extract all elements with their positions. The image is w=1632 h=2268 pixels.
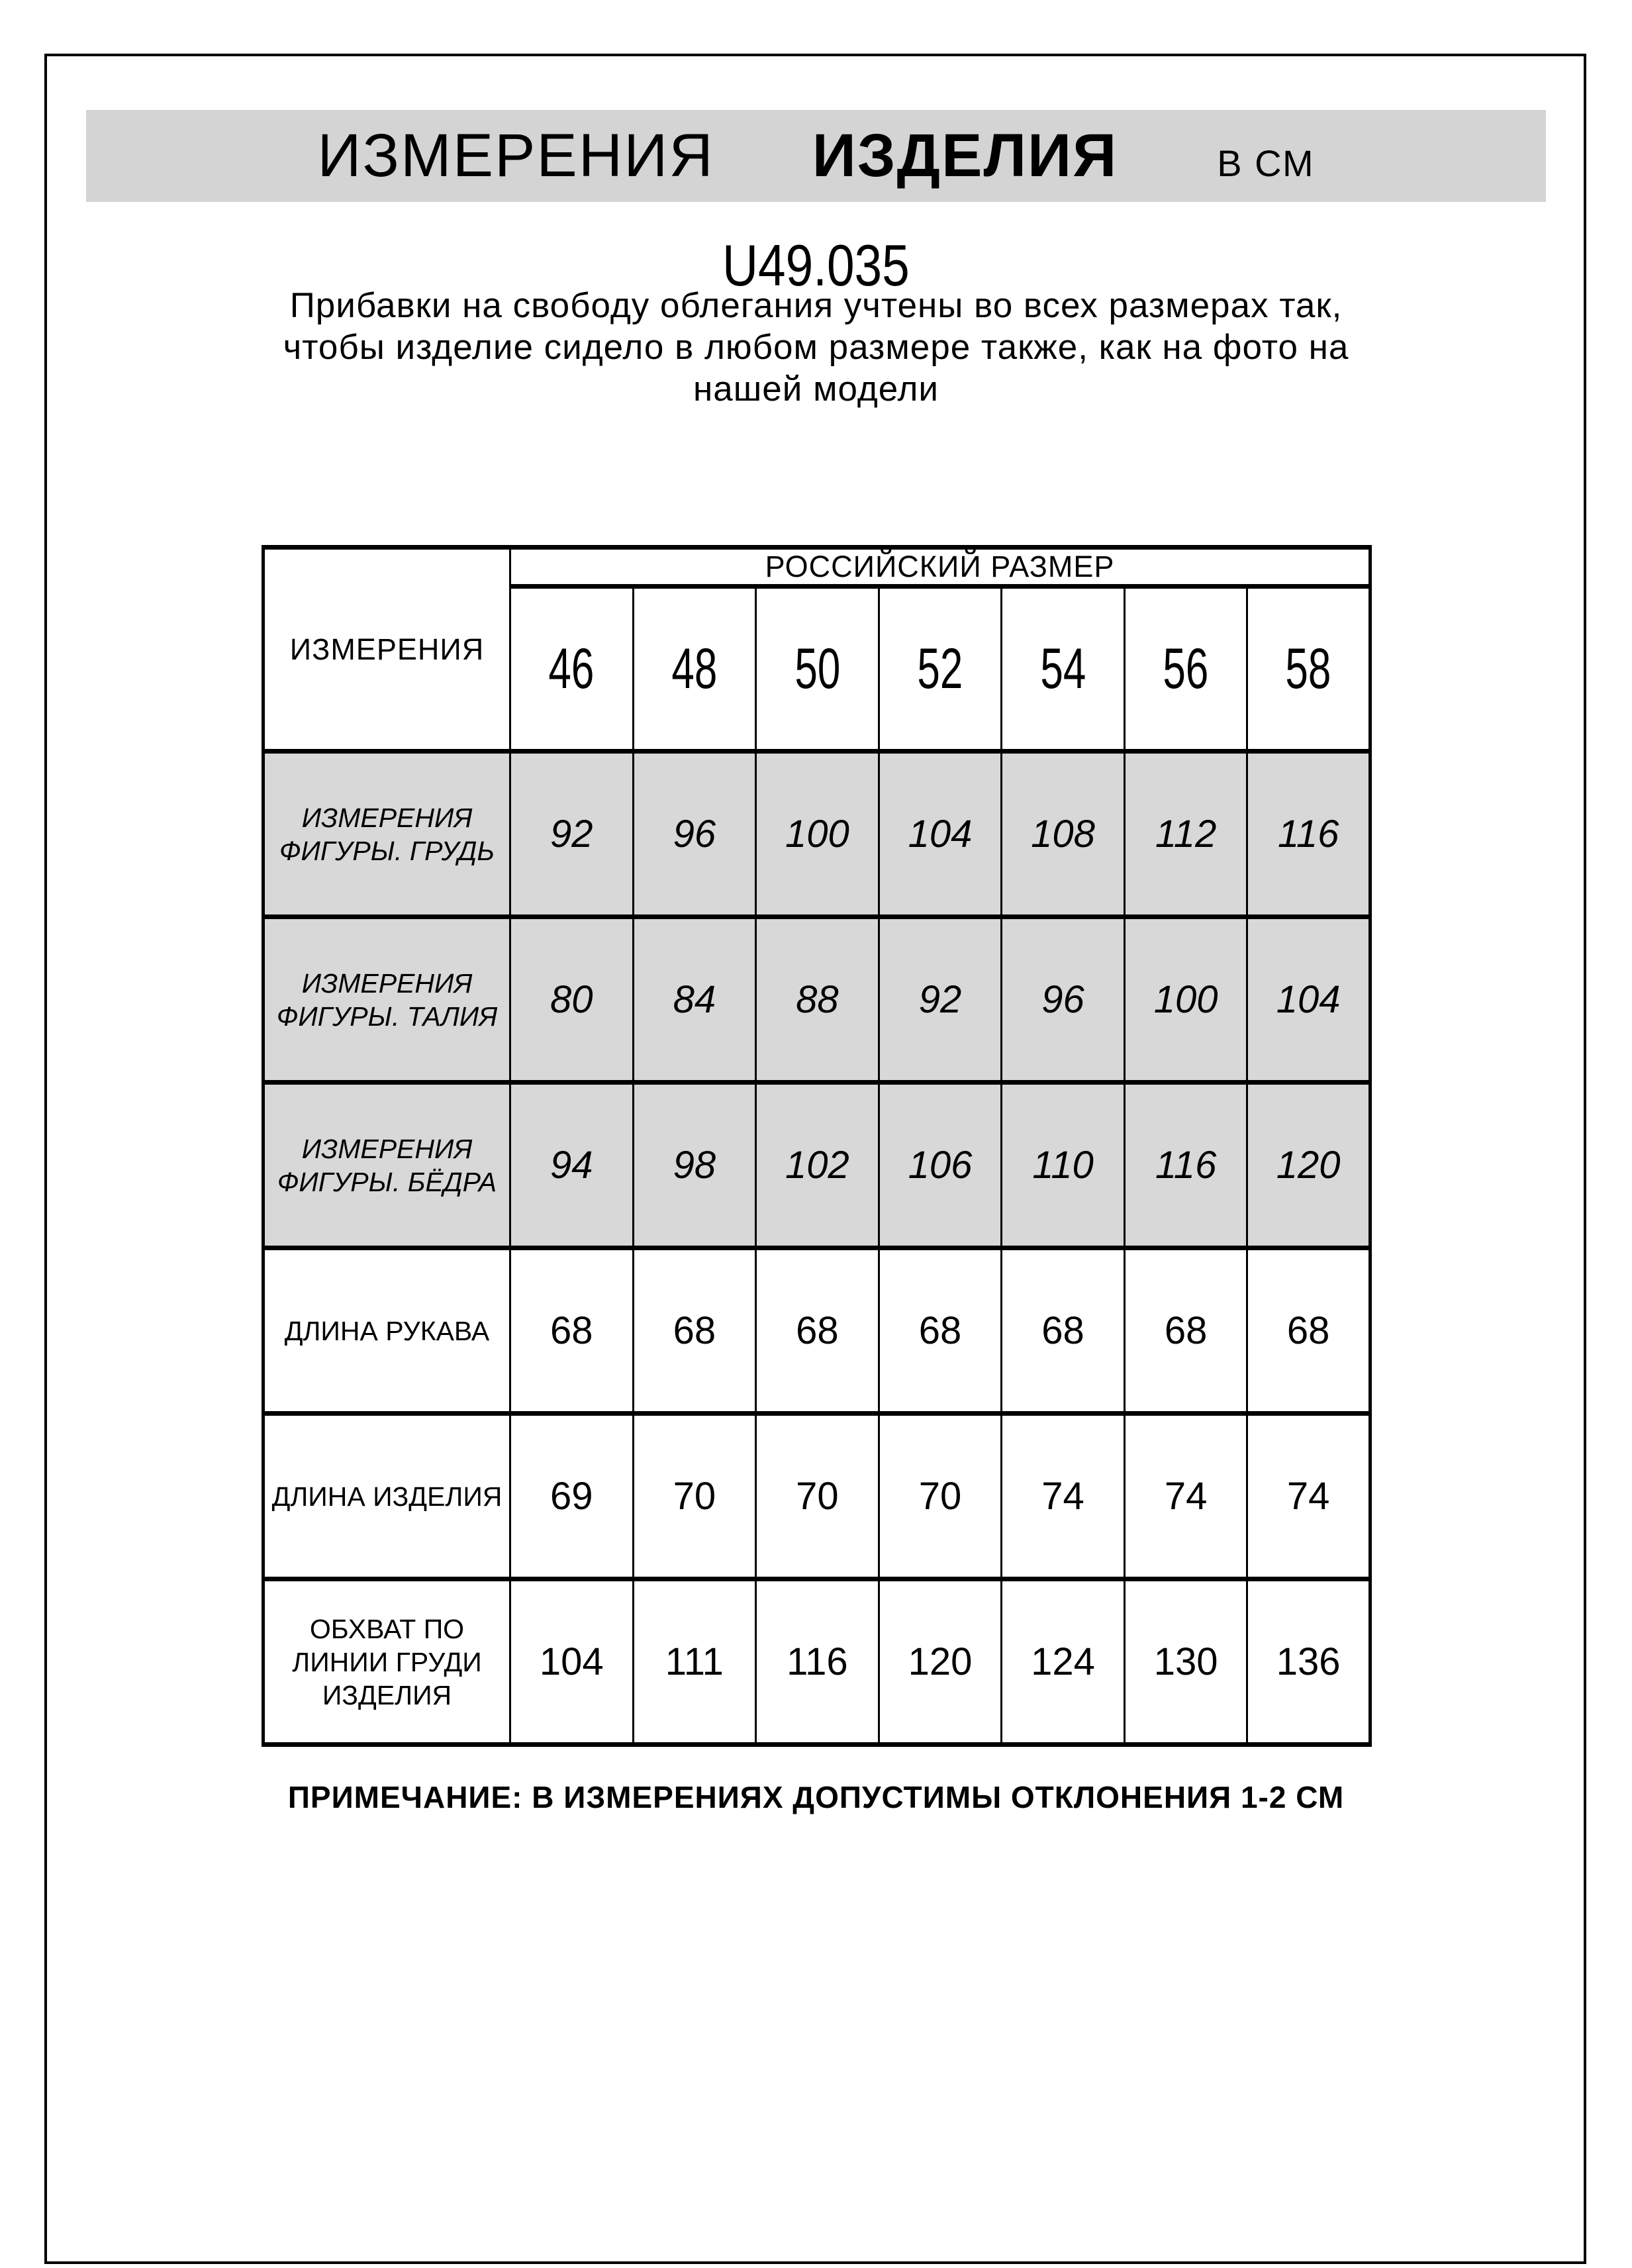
measurement-value-cell: 124 xyxy=(1002,1579,1125,1745)
size-header-56: 56 xyxy=(1124,587,1247,752)
measurement-value-cell: 70 xyxy=(879,1414,1002,1579)
table-row xyxy=(264,1083,1370,1248)
row-label-cell: ИЗМЕРЕНИЯ ФИГУРЫ. БЁДРА xyxy=(264,1083,510,1248)
measurement-value-cell: 100 xyxy=(1124,917,1247,1083)
fit-description-line: нашей модели xyxy=(693,370,939,409)
size-header-54: 54 xyxy=(1002,587,1125,752)
row-label-cell: ИЗМЕРЕНИЯ ФИГУРЫ. ГРУДЬ xyxy=(264,752,510,917)
measurement-value-cell: 96 xyxy=(633,752,756,917)
measurement-value-cell: 104 xyxy=(879,752,1002,917)
measurement-value-cell: 110 xyxy=(1002,1083,1125,1248)
measurement-value-cell: 106 xyxy=(879,1083,1002,1248)
measurement-value-cell: 100 xyxy=(756,752,879,917)
table-row xyxy=(264,917,1370,1083)
table-row xyxy=(264,1579,1370,1745)
measurement-value-cell: 80 xyxy=(510,917,634,1083)
measurement-value-cell: 68 xyxy=(1002,1248,1125,1414)
measurement-value-cell: 84 xyxy=(633,917,756,1083)
size-header-50: 50 xyxy=(756,587,879,752)
measurement-value-cell: 120 xyxy=(1247,1083,1370,1248)
measurement-value-cell: 68 xyxy=(1247,1248,1370,1414)
measurement-value-cell: 96 xyxy=(1002,917,1125,1083)
measurement-value-cell: 104 xyxy=(1247,917,1370,1083)
table-row xyxy=(264,1414,1370,1579)
measurement-value-cell: 74 xyxy=(1002,1414,1125,1579)
title-word-measurements: ИЗМЕРЕНИЯ xyxy=(317,122,714,189)
row-label-cell: ДЛИНА РУКАВА xyxy=(264,1248,510,1414)
measurement-value-cell: 98 xyxy=(633,1083,756,1248)
measurement-value-cell: 88 xyxy=(756,917,879,1083)
table-row xyxy=(264,752,1370,917)
russian-size-header-cell: РОССИЙСКИЙ РАЗМЕР xyxy=(510,548,1370,587)
measurement-value-cell: 68 xyxy=(510,1248,634,1414)
measurements-header-cell: ИЗМЕРЕНИЯ xyxy=(264,548,510,752)
table-row xyxy=(264,1248,1370,1414)
measurement-value-cell: 92 xyxy=(879,917,1002,1083)
measurement-value-cell: 108 xyxy=(1002,752,1125,917)
size-header-58: 58 xyxy=(1247,587,1370,752)
measurement-value-cell: 116 xyxy=(1247,752,1370,917)
size-table xyxy=(262,545,1372,1747)
measurement-value-cell: 112 xyxy=(1124,752,1247,917)
title-word-product: ИЗДЕЛИЯ xyxy=(812,122,1118,189)
measurement-value-cell: 69 xyxy=(510,1414,634,1579)
measurement-value-cell: 116 xyxy=(756,1579,879,1745)
measurement-value-cell: 68 xyxy=(879,1248,1002,1414)
measurement-value-cell: 74 xyxy=(1124,1414,1247,1579)
tolerance-note: ПРИМЕЧАНИЕ: В ИЗМЕРЕНИЯХ ДОПУСТИМЫ ОТКЛОНЕНИЯ 1-2 СМ xyxy=(287,1780,1345,1814)
measurement-value-cell: 74 xyxy=(1247,1414,1370,1579)
fit-description xyxy=(0,285,1632,410)
size-header-46: 46 xyxy=(510,587,634,752)
row-label-cell: ОБХВАТ ПО ЛИНИИ ГРУДИ ИЗДЕЛИЯ xyxy=(264,1579,510,1745)
measurement-value-cell: 68 xyxy=(633,1248,756,1414)
fit-description-line: чтобы изделие сидело в любом размере также, как на фото на xyxy=(283,328,1349,367)
measurement-value-cell: 130 xyxy=(1124,1579,1247,1745)
size-header-52: 52 xyxy=(879,587,1002,752)
measurement-value-cell: 70 xyxy=(756,1414,879,1579)
measurement-value-cell: 136 xyxy=(1247,1579,1370,1745)
row-label-cell: ДЛИНА ИЗДЕЛИЯ xyxy=(264,1414,510,1579)
measurement-value-cell: 116 xyxy=(1124,1083,1247,1248)
size-header-48: 48 xyxy=(633,587,756,752)
title-banner xyxy=(86,110,1546,202)
product-code-text: U49.035 xyxy=(722,232,910,298)
table-header-row xyxy=(264,548,1370,587)
measurement-value-cell: 94 xyxy=(510,1083,634,1248)
row-label-cell: ИЗМЕРЕНИЯ ФИГУРЫ. ТАЛИЯ xyxy=(264,917,510,1083)
measurement-value-cell: 68 xyxy=(756,1248,879,1414)
measurement-value-cell: 104 xyxy=(510,1579,634,1745)
measurement-value-cell: 120 xyxy=(879,1579,1002,1745)
measurement-value-cell: 70 xyxy=(633,1414,756,1579)
measurement-value-cell: 68 xyxy=(1124,1248,1247,1414)
measurement-value-cell: 111 xyxy=(633,1579,756,1745)
measurement-value-cell: 102 xyxy=(756,1083,879,1248)
measurement-value-cell: 92 xyxy=(510,752,634,917)
fit-description-line: Прибавки на свободу облегания учтены во всех размерах так, xyxy=(289,286,1343,325)
title-units-label: В СМ xyxy=(1217,142,1315,184)
